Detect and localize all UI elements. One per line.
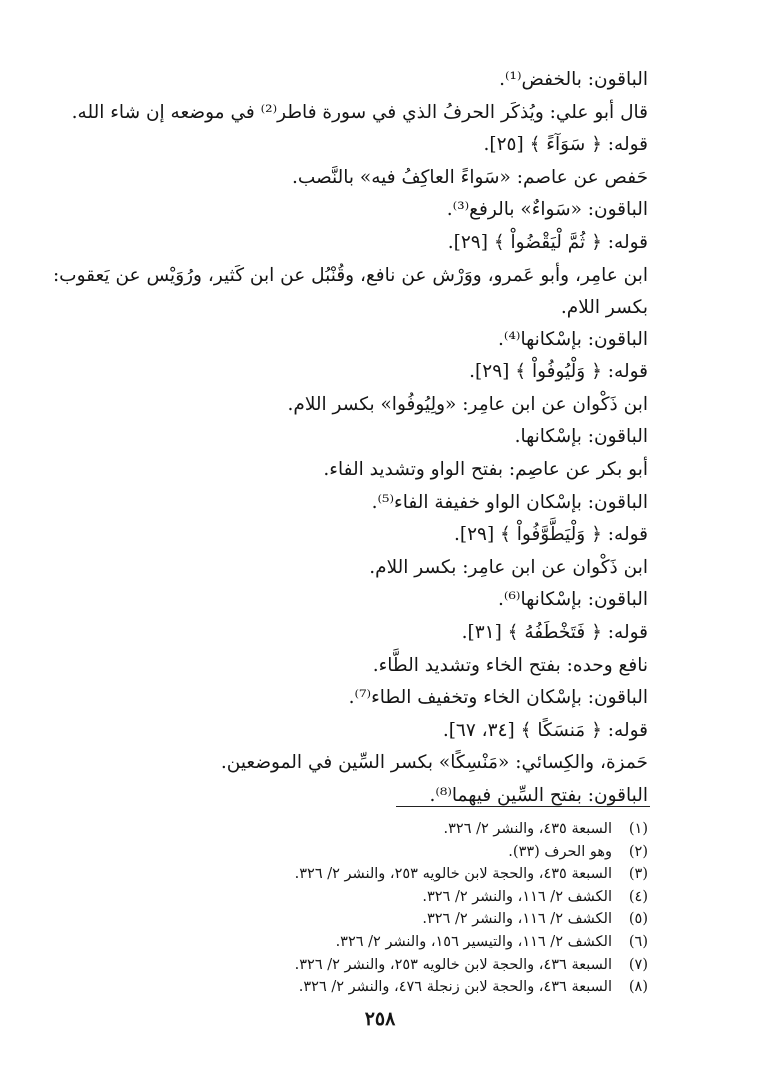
text-line: الباقون: بإسْكان الواو خفيفة الفاء⁽⁵⁾.: [371, 491, 648, 513]
text-line: الباقون: بإسْكانها⁽⁶⁾.: [498, 589, 648, 611]
footnote: [112, 954, 648, 977]
quran-citation-line: قوله: ﴿ وَلْيُوفُواْ ﴾ [٢٩].: [469, 361, 648, 383]
footnote-number: (٥): [628, 911, 648, 928]
footnote-text: الكشف ٢/ ١١٦، والتيسير ١٥٦، والنشر ٢/ ٣٢٦.: [335, 933, 612, 950]
quran-citation-line: قوله: ﴿ ثُمَّ لْيَقْضُواْ ﴾ [٢٩].: [447, 231, 648, 253]
footnote-text: السبعة ٤٣٥، والحجة لابن خالويه ٢٥٣، والنشر ٢/ ٣٢٦.: [294, 866, 612, 883]
quran-citation-line: قوله: ﴿ سَوَآءً ﴾ [٢٥].: [483, 134, 648, 156]
footnote: [112, 863, 648, 886]
text-line: الباقون: بإسْكانها.: [514, 426, 648, 448]
footnote-text: السبعة ٤٣٦، والحجة لابن خالويه ٢٥٣، والنشر ٢/ ٣٢٦.: [294, 956, 612, 973]
text-line: ابن عامِر، وأبو عَمرو، ووَرْش عن نافع، وقُنْبُل عن ابن كَثير، ورُوَيْس عن يَعقوب: بكسر اللام.: [52, 264, 648, 318]
footnote: [112, 976, 648, 999]
footnote: [112, 886, 648, 909]
footnote-text: السبعة ٤٣٦، والحجة لابن زنجلة ٤٧٦، والنشر ٢/ ٣٢٦.: [298, 979, 612, 996]
text-line: أبو بكر عن عاصِم: بفتح الواو وتشديد الفاء.: [323, 458, 648, 480]
text-line: الباقون: بإسْكان الخاء وتخفيف الطاء⁽⁷⁾.: [348, 687, 648, 709]
main-text: [52, 64, 648, 812]
footnote-text: الكشف ٢/ ١١٦، والنشر ٢/ ٣٢٦.: [422, 911, 612, 928]
text-line: ابن ذَكْوان عن ابن عامِر: «ولِيُوفُوا» بكسر اللام.: [287, 393, 648, 415]
quran-citation-line: قوله: ﴿ فَتَخْطَفُهُ ﴾ [٣١].: [461, 621, 648, 643]
footnote: [112, 931, 648, 954]
footnote-divider: [396, 806, 650, 807]
quran-citation-line: قوله: ﴿ وَلْيَطَّوَّفُواْ ﴾ [٢٩].: [453, 524, 648, 546]
quran-citation-line: قوله: ﴿ مَنسَكًا ﴾ [٣٤، ٦٧].: [442, 719, 648, 741]
footnotes: [112, 818, 648, 999]
footnote-number: (٣): [628, 866, 648, 883]
footnote-text: السبعة ٤٣٥، والنشر ٢/ ٣٢٦.: [443, 821, 612, 837]
text-line: حَمزة، والكِسائي: «مَنْسِكًا» بكسر السِّين في الموضعين.: [220, 752, 648, 774]
text-line: الباقون: بإسْكانها⁽⁴⁾.: [498, 328, 648, 350]
footnote-text: الكشف ٢/ ١١٦، والنشر ٢/ ٣٢٦.: [422, 888, 612, 905]
page-number: ٢٥٨: [364, 1008, 396, 1030]
text-line: ابن ذَكْوان عن ابن عامِر: بكسر اللام.: [369, 556, 648, 578]
text-line: الباقون: بفتح السِّين فيهما⁽⁸⁾.: [429, 784, 648, 806]
text-line: الباقون: بالخفض⁽¹⁾.: [499, 69, 648, 90]
footnote-number: (٤): [628, 888, 648, 905]
footnote-number: (١): [628, 821, 648, 837]
text-line: قال أبو علي: ويُذكَر الحرفُ الذي في سورة فاطر⁽²⁾ في موضعه إن شاء الله.: [71, 101, 648, 123]
footnote-number: (٧): [628, 956, 648, 973]
footnote-text: وهو الحرف (٣٣).: [508, 843, 612, 860]
footnote: [112, 908, 648, 931]
footnote-number: (٢): [628, 843, 648, 860]
text-line: حَفص عن عاصم: «سَواءً العاكِفُ فيه» بالنَّصب.: [291, 166, 648, 188]
footnote-number: (٦): [628, 933, 648, 950]
text-line: نافع وحده: بفتح الخاء وتشديد الطَّاء.: [372, 654, 648, 676]
footnote: [112, 818, 648, 841]
footnote-number: (٨): [628, 979, 648, 996]
text-line: الباقون: «سَواءٌ» بالرفع⁽³⁾.: [446, 199, 648, 221]
footnote: [112, 841, 648, 864]
